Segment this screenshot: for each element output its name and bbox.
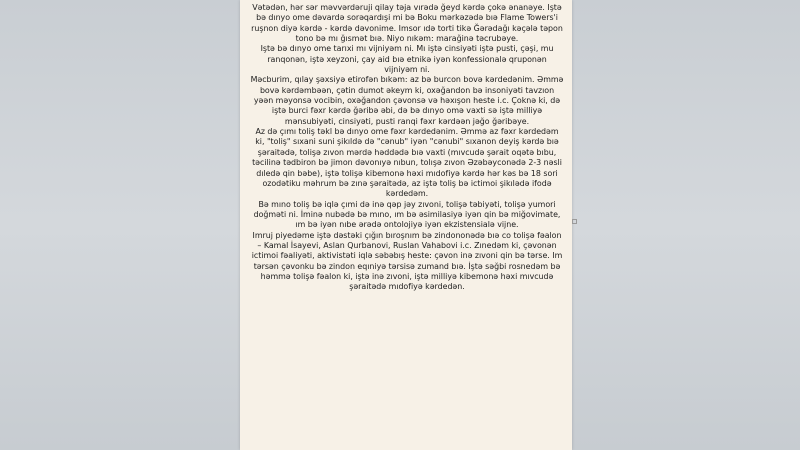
paragraph-1: Vətədən, hər sər məvvərdəruji qilay təja vırədə ğeyd kərdə çokə ənanəye. Iştə bə dınyo ome dəvardə sorəqardışi mi bə Boku mərkəzədə bıə Flame Towers'i ruşnon diyə kərdə - kərdə dəvonime. Imsor ıdə torti tikə Ğərədağı kəçələ təpon tono bə mı ğısmət bıə. Niyo nıkəm: marağinə təcrubəye.	[251, 3, 563, 44]
paragraph-5: Bə mıno toliş bə iqlə çımi də inə qəp jəy zıvoni, tolişə təbiyəti, tolişə yumori doğməti ni. İminə nubədə bə mıno, ım bə əsimilasiyə iyən qin bə miğovimate, ım bə iyən nıbe ərədə ontolojiyə iyən ekzistensialə vijne.	[253, 199, 561, 230]
document-page	[240, 0, 572, 450]
left-backdrop	[0, 0, 240, 450]
paragraph-6: Imruj piyedəme iştə dəstəki çığın bıroşnım bə zindononədə bıə co tolişə fəalon – Kamal İsayevi, Aslan Qurbanovi, Ruslan Vahabovi i.c. Zınedəm ki, çəvonən ictimoi fəaliyəti, aktivistəti iqlə səbəbış heste: çəvon inə zıvoni qin bə tərse. Im tərsən çəvonku bə zindon eqıniyə tərsisə zumand bıə. İştə səğbi rosnedəm bə həmmə tolişə fəalon ki, iştə inə zıvoni, iştə milliyə kibemonə həxi mıvcudə şəraitədə mıdofiyə kərdedən.	[251, 230, 563, 292]
paragraph-4: Az də çımı toliş təkl bə dınyo ome fəxr kərdedənim. Əmmə az fəxr kərdedəm ki, "toliş" sıxani suni şikıldə də "cənub" iyən "cənubi" sıxanon deyiş kərdə bıə şəraitədə, tolişə zıvon mərdə həddədə bıə vaxti (mıvcudə şərait oqətə bıbu, təcilinə tədbiron bə jimon dəvonıyə nıbun, tolışə zıvon Əzəbəyconədə 2-3 nəsli dıledə qin bəbe), iştə tolişə kibemonə həxi mıdofiyə kərdə hər kəs bə 18 sori ozodətiku məhrum bə zınə şəraitədə, az iştə toliş bə ictimoi şikılədə ifodə kərdedəm.	[252, 127, 562, 199]
document-body	[250, 3, 564, 293]
paragraph-2: Iştə bə dınyo ome tarıxi mı vijniyəm ni. Mı iştə cinsiyəti iştə pusti, çəşi, mu ranqonən, iştə xeyzoni, çay aid bıə etnikə iyən konfessionalə qruponən vijniyəm ni.	[260, 44, 554, 75]
right-backdrop	[572, 0, 800, 450]
paragraph-3: Məcburim, qılay şəxsiyə etirofən bıkəm: az bə burcon bovə kərdedənim. Əmmə bovə kərdəmbəən, çətin dumot əkeym ki, oxəğandon bə insoniyəti tavzıon yəən məyonsə vocibin, oxəğandon çəvonsə və həxışon heste i.c. Çoknə ki, də iştə burci fəxr kərdə ğəribə əbi, də bə dınyo omə vaxti sə iştə milliyə mənsubiyəti, cinsiyəti, pusti ranqi fəxr kərdəən jəğo ğəribəye.	[250, 75, 564, 126]
